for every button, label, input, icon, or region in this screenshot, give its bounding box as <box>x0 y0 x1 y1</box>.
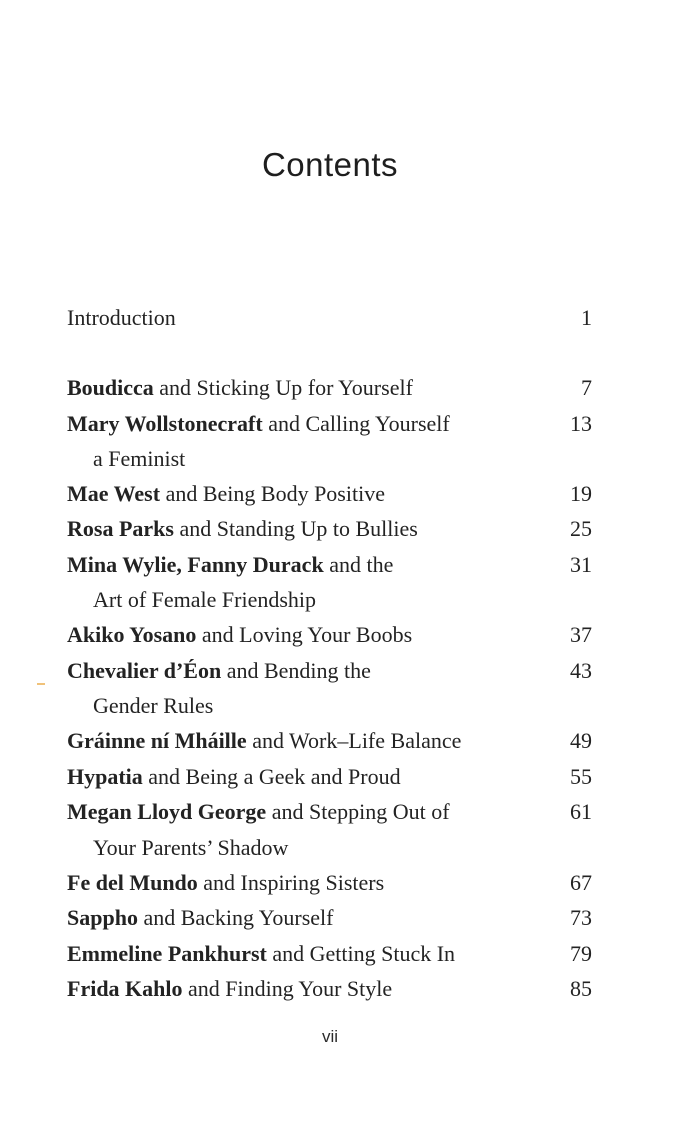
toc-entry <box>67 974 392 1004</box>
toc-entry-title: and Backing Yourself <box>137 905 334 930</box>
toc-entry <box>67 620 412 650</box>
toc-entry-title: and Bending the <box>221 658 371 683</box>
toc-entry-title: and the <box>323 552 394 577</box>
toc-entry-subject: Boudicca <box>67 375 154 400</box>
toc-page-number: 43 <box>570 658 592 683</box>
toc-entry-subject: Megan Lloyd George <box>67 799 267 824</box>
toc-entry-title: and Sticking Up for Yourself <box>153 375 413 400</box>
toc-entry <box>67 303 176 333</box>
toc-entry-subject: Fe del Mundo <box>67 870 198 895</box>
toc-entry-subject: Akiko Yosano <box>67 622 197 647</box>
toc-entry-continuation: a Feminist <box>93 446 186 471</box>
toc-page-number: 1 <box>581 305 592 330</box>
toc-entry-continuation: Art of Female Friendship <box>93 587 317 612</box>
toc-entry-title: and Finding Your Style <box>182 976 393 1001</box>
toc-entry-subject: Mina Wylie, Fanny Durack <box>67 552 324 577</box>
toc-entry-title: and Work–Life Balance <box>246 728 462 753</box>
toc-entry-subject: Emmeline Pankhurst <box>67 941 267 966</box>
page-title: Contents <box>261 146 399 183</box>
toc-page-number: 79 <box>570 941 592 966</box>
toc-page-number: 73 <box>570 905 592 930</box>
toc-entry <box>67 762 401 792</box>
toc-page-number: 31 <box>570 552 592 577</box>
toc-entry <box>67 550 393 580</box>
toc-page-number: 49 <box>570 728 592 753</box>
toc-entry <box>67 479 385 509</box>
toc-entry-title: Introduction <box>67 305 176 330</box>
toc-entry-continuation: Gender Rules <box>93 693 214 718</box>
toc-entry <box>67 726 461 756</box>
toc-entry-title: and Inspiring Sisters <box>197 870 385 895</box>
toc-page-number: 55 <box>570 764 592 789</box>
toc-entry-subject: Frida Kahlo <box>67 976 183 1001</box>
toc-page-number: 37 <box>570 622 592 647</box>
toc-entry <box>67 373 413 403</box>
toc-entry-title: and Loving Your Boobs <box>196 622 413 647</box>
toc-entry <box>67 409 450 439</box>
toc-page-number: 13 <box>570 411 592 436</box>
toc-entry-subject: Mae West <box>67 481 161 506</box>
paper-speck <box>37 683 45 685</box>
toc-entry-title: and Stepping Out of <box>266 799 450 824</box>
toc-entry-subject: Chevalier d’Éon <box>67 658 222 683</box>
toc-entry-subject: Rosa Parks <box>67 516 174 541</box>
toc-entry-subject: Hypatia <box>67 764 143 789</box>
toc-entry-subject: Gráinne ní Mháille <box>67 728 247 753</box>
toc-page-number: 85 <box>570 976 592 1001</box>
toc-entry-continuation: Your Parents’ Shadow <box>93 835 289 860</box>
toc-entry-subject: Mary Wollstonecraft <box>67 411 263 436</box>
toc-page-number: 7 <box>581 375 592 400</box>
toc-page-number: 25 <box>570 516 592 541</box>
toc-page-number: 19 <box>570 481 592 506</box>
toc-entry <box>67 868 384 898</box>
toc-entry <box>67 514 418 544</box>
toc-entry <box>67 939 455 969</box>
toc-entry-title: and Being a Geek and Proud <box>142 764 401 789</box>
toc-entry <box>67 656 371 686</box>
toc-entry-title: and Being Body Positive <box>160 481 385 506</box>
toc-entry-title: and Getting Stuck In <box>266 941 456 966</box>
toc-entry <box>67 903 334 933</box>
page-number-footer: vii <box>321 1027 339 1046</box>
toc-page-number: 67 <box>570 870 592 895</box>
toc-entry-subject: Sappho <box>67 905 138 930</box>
toc-entry <box>67 797 450 827</box>
toc-entry-title: and Standing Up to Bullies <box>173 516 418 541</box>
toc-page-number: 61 <box>570 799 592 824</box>
toc-entry-title: and Calling Yourself <box>262 411 450 436</box>
